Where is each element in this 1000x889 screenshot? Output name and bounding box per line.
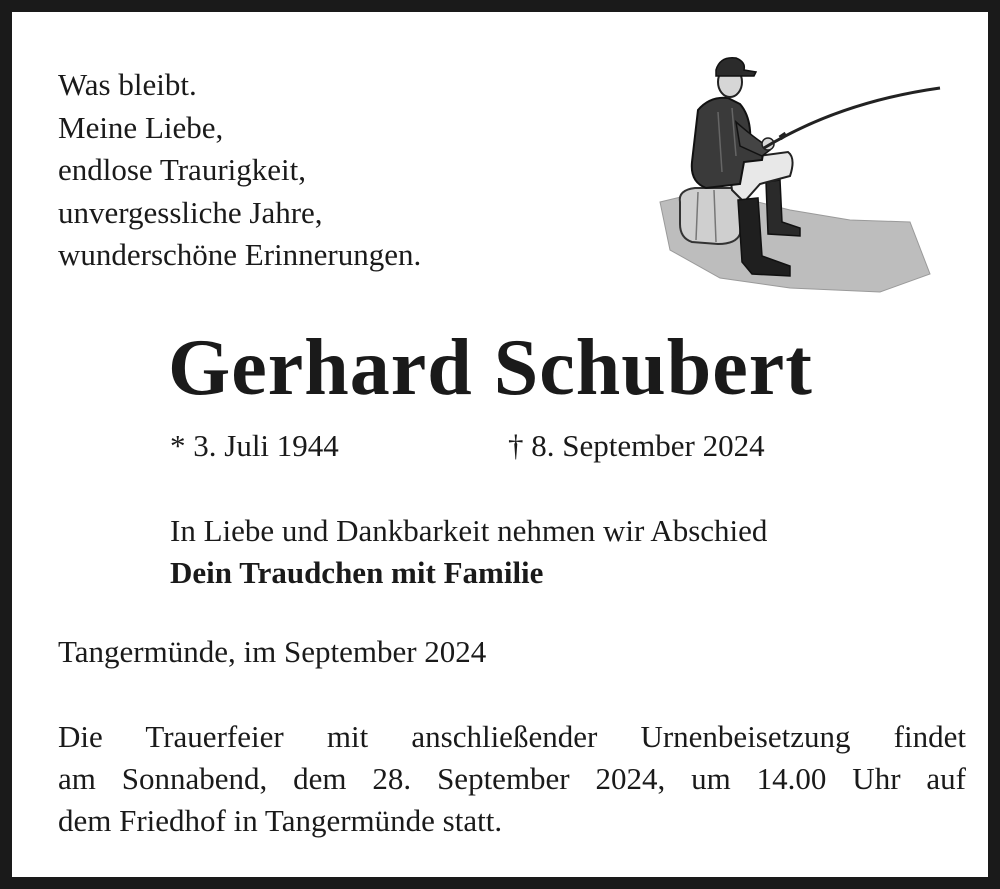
notice-line: dem Friedhof in Tangermünde statt. (58, 803, 503, 838)
stone-seat (680, 188, 742, 244)
place-date: Tangermünde, im September 2024 (58, 634, 487, 669)
poem-line: Meine Liebe, (58, 109, 224, 145)
family-signature: Dein Traudchen mit Familie (170, 555, 544, 590)
notice-line: Die Trauerfeier mit anschließender Urnenbeisetzung findet (58, 719, 966, 754)
poem-line: endlose Traurigkeit, (58, 152, 306, 187)
deceased-name: Gerhard Schubert (168, 324, 813, 412)
funeral-notice (58, 716, 966, 842)
birth-date: * 3. Juli 1944 (170, 428, 339, 463)
poem-line: unvergessliche Jahre, (58, 194, 323, 230)
notice-line: am Sonnabend, dem 28. September 2024, um 14.00 Uhr auf (58, 761, 966, 796)
poem-line: wunderschöne Erinnerungen. (58, 237, 422, 272)
fishing-rod (764, 88, 940, 148)
poem (58, 64, 421, 277)
death-date: † 8. September 2024 (508, 428, 765, 463)
cap (716, 58, 756, 76)
fisherman-illustration (640, 52, 942, 298)
poem-line: Was bleibt. (58, 67, 197, 102)
farewell-text: In Liebe und Dankbarkeit nehmen wir Abschied (170, 513, 768, 548)
farewell-block (170, 510, 767, 594)
